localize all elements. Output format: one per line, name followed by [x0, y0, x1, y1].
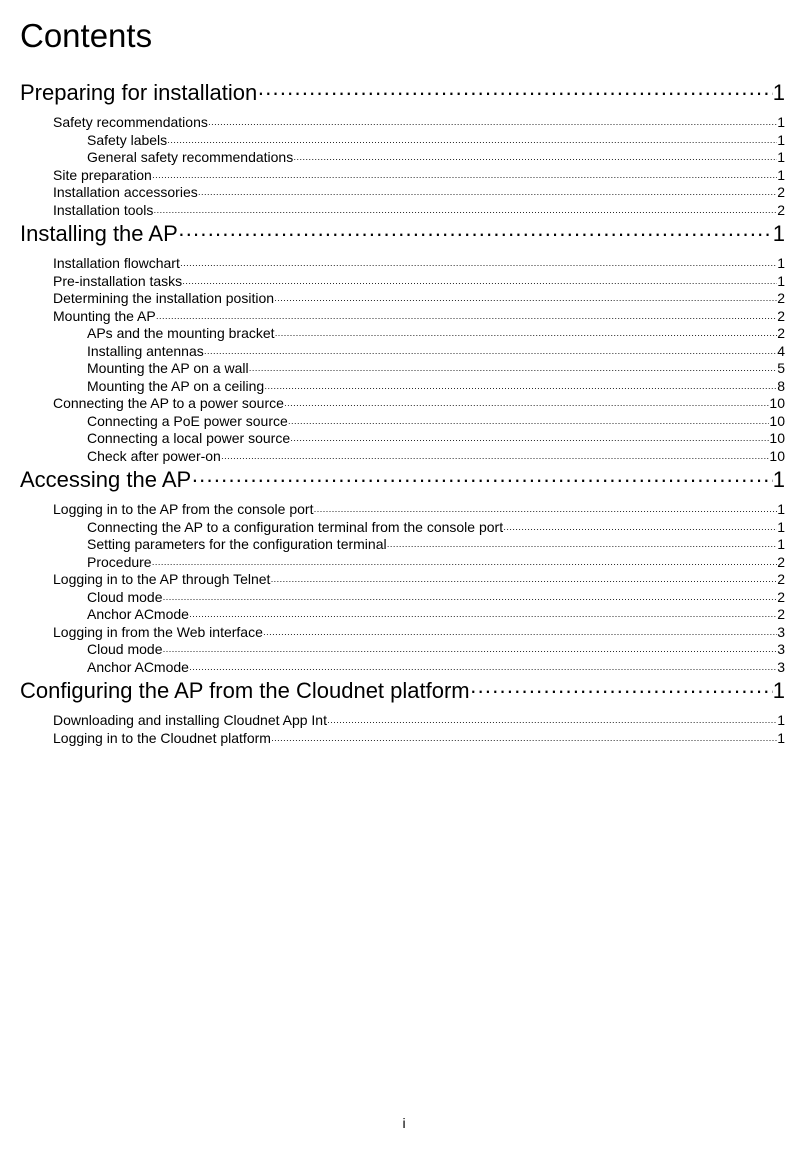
- toc-dot-leader: [189, 661, 777, 678]
- toc-entry-title: Logging in to the AP through Telnet: [53, 571, 271, 587]
- toc-entry-level-3[interactable]: [87, 343, 785, 360]
- toc-entry-title: Safety recommendations: [53, 114, 208, 130]
- toc-entry-page-number: 2: [777, 606, 785, 622]
- toc-entry-page-number: 10: [769, 412, 785, 429]
- page-title: Contents: [20, 17, 153, 54]
- toc-entry-level-3[interactable]: [87, 360, 785, 377]
- toc-entry-page-number: 1: [777, 255, 785, 271]
- toc-entry-page-number: 1: [777, 712, 785, 728]
- toc-entry-level-2[interactable]: [53, 624, 785, 641]
- toc-dot-leader: [180, 257, 777, 274]
- toc-dot-leader: [290, 432, 769, 449]
- toc-entry-page-number: 2: [777, 553, 785, 570]
- toc-dot-leader: [288, 415, 770, 432]
- toc-entry-page-number: 10: [769, 430, 785, 446]
- toc-dot-leader: [167, 134, 777, 151]
- toc-dot-leader: [275, 327, 778, 344]
- toc-entry-level-3[interactable]: [87, 536, 785, 553]
- toc-entry-page-number: 1: [772, 467, 785, 492]
- toc-dot-leader: [204, 345, 777, 362]
- toc-entry-level-3[interactable]: [87, 589, 785, 606]
- toc-dot-leader: [182, 275, 777, 292]
- toc-entry-page-number: 2: [777, 325, 785, 341]
- toc-entry-title: Safety labels: [87, 131, 168, 148]
- toc-entry-level-2[interactable]: [53, 712, 785, 729]
- toc-dot-leader: [163, 643, 778, 660]
- toc-entry-page-number: 1: [772, 221, 785, 246]
- toc-dot-leader: [503, 521, 777, 538]
- toc-dot-leader: [284, 397, 770, 414]
- toc-dot-leader: [274, 292, 777, 309]
- toc-entry-level-2[interactable]: [53, 308, 785, 325]
- toc-entry-level-3[interactable]: [87, 149, 785, 166]
- toc-entry-title: Mounting the AP on a wall: [87, 360, 249, 376]
- toc-dot-leader: [198, 186, 777, 203]
- toc-entry-level-3[interactable]: [87, 430, 785, 447]
- toc-entry-page-number: 10: [769, 395, 785, 411]
- toc-entry-level-2[interactable]: [53, 501, 785, 518]
- toc-entry-page-number: 1: [777, 114, 785, 130]
- toc-entry-title: Cloud mode: [87, 641, 163, 657]
- toc-entry-level-2[interactable]: [53, 273, 785, 290]
- toc-entry-page-number: 1: [777, 518, 785, 535]
- toc-dot-leader: [152, 169, 777, 186]
- toc-dot-leader: [270, 573, 777, 590]
- toc-dot-leader: [249, 362, 778, 379]
- toc-dot-leader: [313, 503, 777, 520]
- toc-entry-page-number: 1: [777, 501, 785, 517]
- toc-entry-page-number: 1: [777, 149, 785, 165]
- toc-entry-page-number: 2: [777, 201, 785, 218]
- toc-entry-level-3[interactable]: [87, 325, 785, 342]
- toc-dot-leader: [152, 556, 778, 573]
- toc-entry-level-3[interactable]: [87, 378, 785, 395]
- toc-entry-title: Anchor ACmode: [87, 658, 189, 675]
- toc-entry-level-3[interactable]: [87, 554, 785, 571]
- toc-entry-title: APs and the mounting bracket: [87, 325, 275, 341]
- toc-entry-title: General safety recommendations: [87, 149, 294, 165]
- toc-entry-title: Logging in to the AP from the console port: [53, 501, 314, 517]
- toc-entry-title: Cloud mode: [87, 588, 163, 605]
- toc-entry-level-3[interactable]: [87, 659, 785, 676]
- toc-dot-leader: [163, 591, 778, 608]
- toc-entry-level-2[interactable]: [53, 255, 785, 272]
- toc-entry-title: Check after power-on: [87, 447, 221, 464]
- toc-entry-page-number: 1: [777, 729, 785, 746]
- toc-entry-page-number: 2: [777, 307, 785, 324]
- toc-entry-title: Installation flowchart: [53, 255, 180, 271]
- toc-entry-page-number: 1: [777, 272, 785, 289]
- toc-entry-page-number: 3: [777, 623, 785, 640]
- toc-entry-title: Logging in from the Web interface: [53, 623, 263, 640]
- toc-entry-page-number: 5: [777, 360, 785, 376]
- toc-entry-level-3[interactable]: [87, 641, 785, 658]
- toc-entry-page-number: 10: [769, 447, 785, 464]
- toc-dot-leader: [189, 608, 777, 625]
- toc-entry-title: Installing the AP: [20, 221, 178, 246]
- toc-entry-title: Preparing for installation: [20, 80, 258, 105]
- toc-entry-page-number: 2: [777, 290, 785, 306]
- toc-entry-page-number: 4: [777, 342, 785, 359]
- toc-entry-title: Accessing the AP: [20, 467, 192, 492]
- toc-dot-leader: [293, 151, 777, 168]
- toc-entry-level-1[interactable]: [20, 78, 785, 108]
- toc-entry-title: Installation accessories: [53, 184, 198, 200]
- toc-dot-leader: [470, 676, 773, 706]
- toc-entry-page-number: 1: [777, 131, 785, 148]
- toc-entry-level-3[interactable]: [87, 606, 785, 623]
- toc-entry-level-3[interactable]: [87, 448, 785, 465]
- toc-dot-leader: [221, 450, 770, 467]
- toc-entry-title: Downloading and installing Cloudnet App Int: [53, 712, 327, 728]
- toc-dot-leader: [271, 732, 777, 749]
- toc-entry-level-3[interactable]: [87, 413, 785, 430]
- toc-dot-leader: [264, 380, 777, 397]
- toc-dot-leader: [387, 538, 778, 555]
- toc-entry-page-number: 2: [777, 184, 785, 200]
- toc-entry-page-number: 2: [777, 571, 785, 587]
- toc-entry-page-number: 1: [772, 678, 785, 703]
- page-number: i: [402, 1115, 406, 1131]
- toc-entry-title: Connecting the AP to a configuration terminal from the console port: [87, 518, 504, 535]
- toc-entry-title: Site preparation: [53, 166, 152, 183]
- toc-entry-page-number: 8: [777, 377, 785, 394]
- toc-entry-level-2[interactable]: [53, 395, 785, 412]
- toc-entry-page-number: 1: [777, 536, 785, 552]
- toc-entry-page-number: 3: [777, 658, 785, 675]
- toc-entry-level-2[interactable]: [53, 184, 785, 201]
- toc-entry-title: Configuring the AP from the Cloudnet platform: [20, 678, 470, 703]
- toc-entry-title: Anchor ACmode: [87, 606, 189, 622]
- toc-entry-level-2[interactable]: [53, 730, 785, 747]
- toc-dot-leader: [257, 78, 773, 108]
- toc-entry-page-number: 2: [777, 588, 785, 605]
- toc-entry-title: Setting parameters for the configuration terminal: [87, 536, 387, 552]
- toc-dot-leader: [153, 204, 777, 221]
- toc-entry-level-1[interactable]: [20, 219, 785, 249]
- toc-entry-page-number: 3: [777, 641, 785, 657]
- toc-dot-leader: [263, 626, 777, 643]
- toc-entry-title: Connecting a PoE power source: [87, 412, 288, 429]
- toc-dot-leader: [191, 465, 773, 495]
- toc-entry-title: Connecting a local power source: [87, 430, 291, 446]
- toc-entry-level-2[interactable]: [53, 114, 785, 131]
- toc-entry-title: Connecting the AP to a power source: [53, 395, 284, 411]
- toc-entry-title: Logging in to the Cloudnet platform: [53, 729, 271, 746]
- toc-entry-level-2[interactable]: [53, 290, 785, 307]
- toc-entry-level-1[interactable]: [20, 676, 785, 706]
- toc-entry-title: Installation tools: [53, 201, 154, 218]
- toc-entry-title: Mounting the AP: [53, 307, 156, 324]
- toc-entry-level-3[interactable]: [87, 132, 785, 149]
- toc-entry-level-1[interactable]: [20, 465, 785, 495]
- toc-entry-title: Installing antennas: [87, 342, 204, 359]
- toc-entry-title: Determining the installation position: [53, 290, 275, 306]
- toc-dot-leader: [208, 116, 777, 133]
- toc-entry-page-number: 1: [772, 80, 785, 105]
- toc-entry-level-3[interactable]: [87, 519, 785, 536]
- toc-entry-level-2[interactable]: [53, 167, 785, 184]
- toc-entry-title: Procedure: [87, 553, 152, 570]
- toc-entry-level-2[interactable]: [53, 202, 785, 219]
- toc-entry-page-number: 1: [777, 166, 785, 183]
- toc-dot-leader: [156, 310, 777, 327]
- toc-entry-title: Mounting the AP on a ceiling: [87, 377, 265, 394]
- toc-dot-leader: [327, 714, 777, 731]
- toc-entry-level-2[interactable]: [53, 571, 785, 588]
- toc-dot-leader: [178, 219, 773, 249]
- toc-entry-title: Pre-installation tasks: [53, 272, 183, 289]
